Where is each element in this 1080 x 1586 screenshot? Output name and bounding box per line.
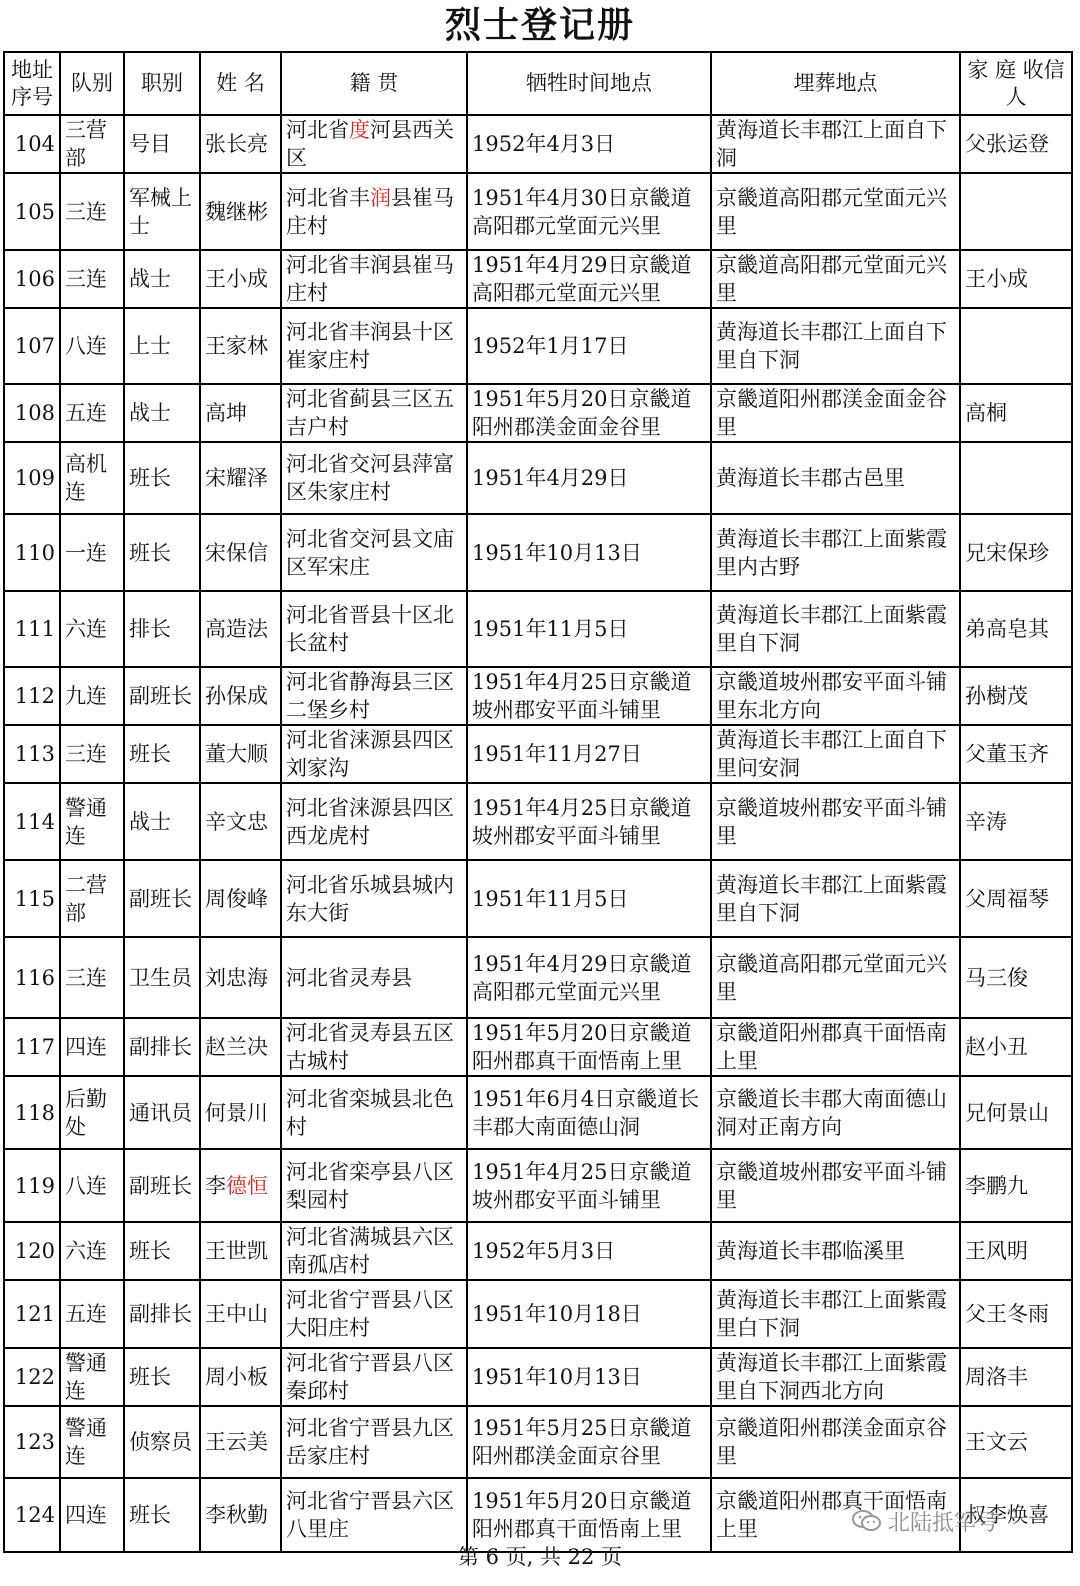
cell-native-place: 河北省交河县萍富区朱家庄村 bbox=[281, 442, 467, 514]
watermark bbox=[852, 1504, 998, 1538]
cell-native-place: 河北省栾亭县八区梨园村 bbox=[281, 1149, 467, 1222]
cell-family-contact: 李鹏九 bbox=[960, 1149, 1072, 1222]
cell-rank: 军械上士 bbox=[124, 173, 200, 250]
cell-native-place: 河北省宁晋县八区大阳庄村 bbox=[281, 1280, 467, 1348]
table-row bbox=[4, 250, 1072, 308]
cell-burial-place: 黄海道长丰郡江上面紫霞里自下洞西北方向 bbox=[711, 1348, 960, 1406]
cell-burial-place: 黄海道长丰郡临溪里 bbox=[711, 1222, 960, 1280]
table-row bbox=[4, 1280, 1072, 1348]
cell-serial: 122 bbox=[4, 1348, 60, 1406]
cell-serial: 120 bbox=[4, 1222, 60, 1280]
cell-name: 王家林 bbox=[200, 308, 281, 384]
header-cell: 籍 贯 bbox=[281, 52, 467, 115]
header-cell: 牺牲时间地点 bbox=[467, 52, 711, 115]
cell-burial-place: 黄海道长丰郡江上面紫霞里内古野 bbox=[711, 514, 960, 591]
cell-burial-place: 黄海道长丰郡江上面自下里自下洞 bbox=[711, 308, 960, 384]
cell-unit: 五连 bbox=[60, 384, 124, 442]
cell-name: 高造法 bbox=[200, 591, 281, 667]
cell-death-info: 1951年5月20日京畿道阳州郡真干面悟南上里 bbox=[467, 1478, 711, 1552]
cell-death-info: 1951年5月20日京畿道阳州郡渼金面金谷里 bbox=[467, 384, 711, 442]
cell-death-info: 1951年10月13日 bbox=[467, 1348, 711, 1406]
cell-unit: 八连 bbox=[60, 1149, 124, 1222]
cell-unit: 四连 bbox=[60, 1018, 124, 1076]
cell-serial: 123 bbox=[4, 1406, 60, 1478]
cell-death-info: 1951年4月30日京畿道高阳郡元堂面元兴里 bbox=[467, 173, 711, 250]
cell-unit: 八连 bbox=[60, 308, 124, 384]
table-row bbox=[4, 1149, 1072, 1222]
cell-death-info: 1951年4月25日京畿道坡州郡安平面斗铺里 bbox=[467, 667, 711, 725]
cell-burial-place: 京畿道高阳郡元堂面元兴里 bbox=[711, 937, 960, 1018]
cell-family-contact: 父王冬雨 bbox=[960, 1280, 1072, 1348]
cell-native-place: 河北省灵寿县 bbox=[281, 937, 467, 1018]
cell-burial-place: 黄海道长丰郡江上面自下洞 bbox=[711, 115, 960, 173]
header-cell: 地址序号 bbox=[4, 52, 60, 115]
martyr-register-table bbox=[3, 51, 1073, 1553]
cell-death-info: 1951年5月20日京畿道阳州郡真干面悟南上里 bbox=[467, 1018, 711, 1076]
table-row bbox=[4, 667, 1072, 725]
cell-name: 周俊峰 bbox=[200, 860, 281, 937]
cell-serial: 106 bbox=[4, 250, 60, 308]
cell-serial: 124 bbox=[4, 1478, 60, 1552]
cell-unit: 三连 bbox=[60, 250, 124, 308]
cell-death-info: 1951年4月25日京畿道坡州郡安平面斗铺里 bbox=[467, 783, 711, 860]
cell-unit: 三连 bbox=[60, 937, 124, 1018]
cell-serial: 116 bbox=[4, 937, 60, 1018]
cell-name: 宋保信 bbox=[200, 514, 281, 591]
table-row bbox=[4, 725, 1072, 783]
cell-name: 宋耀泽 bbox=[200, 442, 281, 514]
table-row bbox=[4, 860, 1072, 937]
cell-serial: 107 bbox=[4, 308, 60, 384]
header-cell: 姓 名 bbox=[200, 52, 281, 115]
cell-rank: 副班长 bbox=[124, 667, 200, 725]
cell-name: 辛文忠 bbox=[200, 783, 281, 860]
cell-unit: 九连 bbox=[60, 667, 124, 725]
cell-death-info: 1951年4月25日京畿道坡州郡安平面斗铺里 bbox=[467, 1149, 711, 1222]
cell-name: 周小板 bbox=[200, 1348, 281, 1406]
cell-family-contact: 高桐 bbox=[960, 384, 1072, 442]
cell-name: 赵兰决 bbox=[200, 1018, 281, 1076]
cell-name: 何景川 bbox=[200, 1076, 281, 1149]
cell-name: 董大顺 bbox=[200, 725, 281, 783]
wechat-icon bbox=[852, 1509, 882, 1533]
watermark-text: 北陆抵军号 bbox=[888, 1510, 999, 1536]
cell-family-contact: 周洛丰 bbox=[960, 1348, 1072, 1406]
cell-death-info: 1952年1月17日 bbox=[467, 308, 711, 384]
cell-family-contact: 王文云 bbox=[960, 1406, 1072, 1478]
cell-serial: 119 bbox=[4, 1149, 60, 1222]
cell-native-place: 河北省丰润县崔马庄村 bbox=[281, 173, 467, 250]
table-row bbox=[4, 1076, 1072, 1149]
cell-serial: 114 bbox=[4, 783, 60, 860]
cell-family-contact: 孙樹茂 bbox=[960, 667, 1072, 725]
cell-native-place: 河北省宁晋县八区秦邱村 bbox=[281, 1348, 467, 1406]
cell-unit: 五连 bbox=[60, 1280, 124, 1348]
cell-family-contact: 父周福琴 bbox=[960, 860, 1072, 937]
cell-rank: 班长 bbox=[124, 514, 200, 591]
cell-rank: 战士 bbox=[124, 783, 200, 860]
cell-family-contact bbox=[960, 442, 1072, 514]
header-row bbox=[4, 52, 1072, 115]
cell-name: 王小成 bbox=[200, 250, 281, 308]
cell-death-info: 1952年5月3日 bbox=[467, 1222, 711, 1280]
cell-name: 孙保成 bbox=[200, 667, 281, 725]
cell-unit: 三连 bbox=[60, 725, 124, 783]
cell-rank: 班长 bbox=[124, 1478, 200, 1552]
cell-family-contact: 马三俊 bbox=[960, 937, 1072, 1018]
cell-unit: 三连 bbox=[60, 173, 124, 250]
cell-unit: 六连 bbox=[60, 591, 124, 667]
cell-rank: 副排长 bbox=[124, 1280, 200, 1348]
cell-death-info: 1951年10月13日 bbox=[467, 514, 711, 591]
cell-name: 王云美 bbox=[200, 1406, 281, 1478]
header-cell: 职别 bbox=[124, 52, 200, 115]
cell-serial: 105 bbox=[4, 173, 60, 250]
header-cell: 家 庭 收信人 bbox=[960, 52, 1072, 115]
cell-unit: 警通连 bbox=[60, 783, 124, 860]
cell-family-contact: 兄宋保珍 bbox=[960, 514, 1072, 591]
cell-native-place: 河北省度河县西关区 bbox=[281, 115, 467, 173]
table-row bbox=[4, 1018, 1072, 1076]
cell-burial-place: 京畿道阳州郡真干面悟南上里 bbox=[711, 1018, 960, 1076]
cell-serial: 108 bbox=[4, 384, 60, 442]
cell-native-place: 河北省交河县文庙区军宋庄 bbox=[281, 514, 467, 591]
cell-native-place: 河北省静海县三区二堡乡村 bbox=[281, 667, 467, 725]
cell-serial: 113 bbox=[4, 725, 60, 783]
cell-serial: 104 bbox=[4, 115, 60, 173]
cell-death-info: 1951年4月29日京畿道高阳郡元堂面元兴里 bbox=[467, 937, 711, 1018]
cell-death-info: 1952年4月3日 bbox=[467, 115, 711, 173]
cell-name: 刘忠海 bbox=[200, 937, 281, 1018]
table-row bbox=[4, 514, 1072, 591]
cell-family-contact bbox=[960, 308, 1072, 384]
cell-unit: 一连 bbox=[60, 514, 124, 591]
cell-name: 王世凯 bbox=[200, 1222, 281, 1280]
cell-rank: 班长 bbox=[124, 725, 200, 783]
cell-rank: 战士 bbox=[124, 250, 200, 308]
cell-death-info: 1951年10月18日 bbox=[467, 1280, 711, 1348]
cell-native-place: 河北省涞源县四区西龙虎村 bbox=[281, 783, 467, 860]
cell-family-contact: 辛涛 bbox=[960, 783, 1072, 860]
table-row bbox=[4, 1348, 1072, 1406]
cell-rank: 通讯员 bbox=[124, 1076, 200, 1149]
cell-rank: 班长 bbox=[124, 1348, 200, 1406]
cell-native-place: 河北省丰润县十区崔家庄村 bbox=[281, 308, 467, 384]
cell-death-info: 1951年4月29日京畿道高阳郡元堂面元兴里 bbox=[467, 250, 711, 308]
cell-rank: 上士 bbox=[124, 308, 200, 384]
cell-name: 李秋勤 bbox=[200, 1478, 281, 1552]
cell-serial: 121 bbox=[4, 1280, 60, 1348]
cell-serial: 110 bbox=[4, 514, 60, 591]
cell-serial: 118 bbox=[4, 1076, 60, 1149]
cell-burial-place: 京畿道阳州郡渼金面金谷里 bbox=[711, 384, 960, 442]
cell-rank: 班长 bbox=[124, 442, 200, 514]
cell-rank: 卫生员 bbox=[124, 937, 200, 1018]
cell-serial: 117 bbox=[4, 1018, 60, 1076]
cell-family-contact: 王小成 bbox=[960, 250, 1072, 308]
cell-name: 高坤 bbox=[200, 384, 281, 442]
cell-burial-place: 京畿道高阳郡元堂面元兴里 bbox=[711, 173, 960, 250]
cell-name: 张长亮 bbox=[200, 115, 281, 173]
cell-native-place: 河北省宁晋县六区八里庄 bbox=[281, 1478, 467, 1552]
cell-unit: 六连 bbox=[60, 1222, 124, 1280]
cell-rank: 副排长 bbox=[124, 1018, 200, 1076]
cell-serial: 111 bbox=[4, 591, 60, 667]
cell-rank: 侦察员 bbox=[124, 1406, 200, 1478]
cell-serial: 112 bbox=[4, 667, 60, 725]
cell-burial-place: 京畿道高阳郡元堂面元兴里 bbox=[711, 250, 960, 308]
highlighted-char: 润 bbox=[370, 185, 391, 210]
page-footer: 第 6 页, 共 22 页 bbox=[457, 1545, 623, 1569]
cell-native-place: 河北省宁晋县九区岳家庄村 bbox=[281, 1406, 467, 1478]
table-row bbox=[4, 1406, 1072, 1478]
cell-rank: 战士 bbox=[124, 384, 200, 442]
table-row bbox=[4, 442, 1072, 514]
cell-burial-place: 京畿道阳州郡真干面悟南上里 bbox=[711, 1478, 960, 1552]
table-row bbox=[4, 1222, 1072, 1280]
cell-rank: 排长 bbox=[124, 591, 200, 667]
table-row bbox=[4, 384, 1072, 442]
table-row bbox=[4, 591, 1072, 667]
cell-native-place: 河北省栾城县北色村 bbox=[281, 1076, 467, 1149]
cell-name: 魏继彬 bbox=[200, 173, 281, 250]
cell-name: 王中山 bbox=[200, 1280, 281, 1348]
table-row bbox=[4, 783, 1072, 860]
cell-native-place: 河北省丰润县崔马庄村 bbox=[281, 250, 467, 308]
cell-unit: 三营部 bbox=[60, 115, 124, 173]
cell-native-place: 河北省涞源县四区刘家沟 bbox=[281, 725, 467, 783]
cell-burial-place: 黄海道长丰郡古邑里 bbox=[711, 442, 960, 514]
cell-native-place: 河北省灵寿县五区古城村 bbox=[281, 1018, 467, 1076]
table-row bbox=[4, 308, 1072, 384]
table-body bbox=[4, 115, 1072, 1552]
highlighted-char: 度 bbox=[349, 118, 370, 142]
cell-family-contact: 父董玉齐 bbox=[960, 725, 1072, 783]
cell-burial-place: 京畿道坡州郡安平面斗铺里 bbox=[711, 1149, 960, 1222]
cell-death-info: 1951年11月5日 bbox=[467, 591, 711, 667]
cell-family-contact bbox=[960, 173, 1072, 250]
cell-native-place: 河北省乐城县城内东大街 bbox=[281, 860, 467, 937]
cell-death-info: 1951年6月4日京畿道长丰郡大南面德山洞 bbox=[467, 1076, 711, 1149]
cell-native-place: 河北省满城县六区南孤店村 bbox=[281, 1222, 467, 1280]
header-cell: 队别 bbox=[60, 52, 124, 115]
page-title: 烈士登记册 bbox=[444, 4, 635, 46]
cell-death-info: 1951年5月25日京畿道阳州郡渼金面京谷里 bbox=[467, 1406, 711, 1478]
cell-burial-place: 京畿道坡州郡安平面斗铺里 bbox=[711, 783, 960, 860]
cell-rank: 班长 bbox=[124, 1222, 200, 1280]
cell-death-info: 1951年4月29日 bbox=[467, 442, 711, 514]
cell-unit: 高机连 bbox=[60, 442, 124, 514]
highlighted-char: 德恒 bbox=[226, 1173, 268, 1198]
cell-name: 李德恒 bbox=[200, 1149, 281, 1222]
cell-rank: 副班长 bbox=[124, 860, 200, 937]
cell-unit: 四连 bbox=[60, 1478, 124, 1552]
table-row bbox=[4, 937, 1072, 1018]
cell-unit: 二营部 bbox=[60, 860, 124, 937]
cell-burial-place: 黄海道长丰郡江上面紫霞里自下洞 bbox=[711, 591, 960, 667]
cell-death-info: 1951年11月5日 bbox=[467, 860, 711, 937]
cell-family-contact: 弟高皂其 bbox=[960, 591, 1072, 667]
cell-burial-place: 黄海道长丰郡江上面自下里问安洞 bbox=[711, 725, 960, 783]
table-row bbox=[4, 173, 1072, 250]
cell-family-contact: 王风明 bbox=[960, 1222, 1072, 1280]
cell-family-contact: 叔李焕喜 bbox=[960, 1478, 1072, 1552]
cell-family-contact: 兄何景山 bbox=[960, 1076, 1072, 1149]
cell-rank: 号目 bbox=[124, 115, 200, 173]
cell-burial-place: 黄海道长丰郡江上面紫霞里白下洞 bbox=[711, 1280, 960, 1348]
table-row bbox=[4, 115, 1072, 173]
cell-burial-place: 京畿道阳州郡渼金面京谷里 bbox=[711, 1406, 960, 1478]
header-cell: 埋葬地点 bbox=[711, 52, 960, 115]
cell-death-info: 1951年11月27日 bbox=[467, 725, 711, 783]
cell-unit: 后勤处 bbox=[60, 1076, 124, 1149]
cell-burial-place: 京畿道坡州郡安平面斗铺里东北方向 bbox=[711, 667, 960, 725]
cell-serial: 109 bbox=[4, 442, 60, 514]
cell-unit: 警通连 bbox=[60, 1406, 124, 1478]
cell-native-place: 河北省晋县十区北长盆村 bbox=[281, 591, 467, 667]
cell-native-place: 河北省蓟县三区五吉户村 bbox=[281, 384, 467, 442]
cell-family-contact: 赵小丑 bbox=[960, 1018, 1072, 1076]
cell-rank: 副班长 bbox=[124, 1149, 200, 1222]
cell-burial-place: 黄海道长丰郡江上面紫霞里自下洞 bbox=[711, 860, 960, 937]
cell-burial-place: 京畿道长丰郡大南面德山洞对正南方向 bbox=[711, 1076, 960, 1149]
cell-family-contact: 父张运登 bbox=[960, 115, 1072, 173]
cell-unit: 警通连 bbox=[60, 1348, 124, 1406]
cell-serial: 115 bbox=[4, 860, 60, 937]
